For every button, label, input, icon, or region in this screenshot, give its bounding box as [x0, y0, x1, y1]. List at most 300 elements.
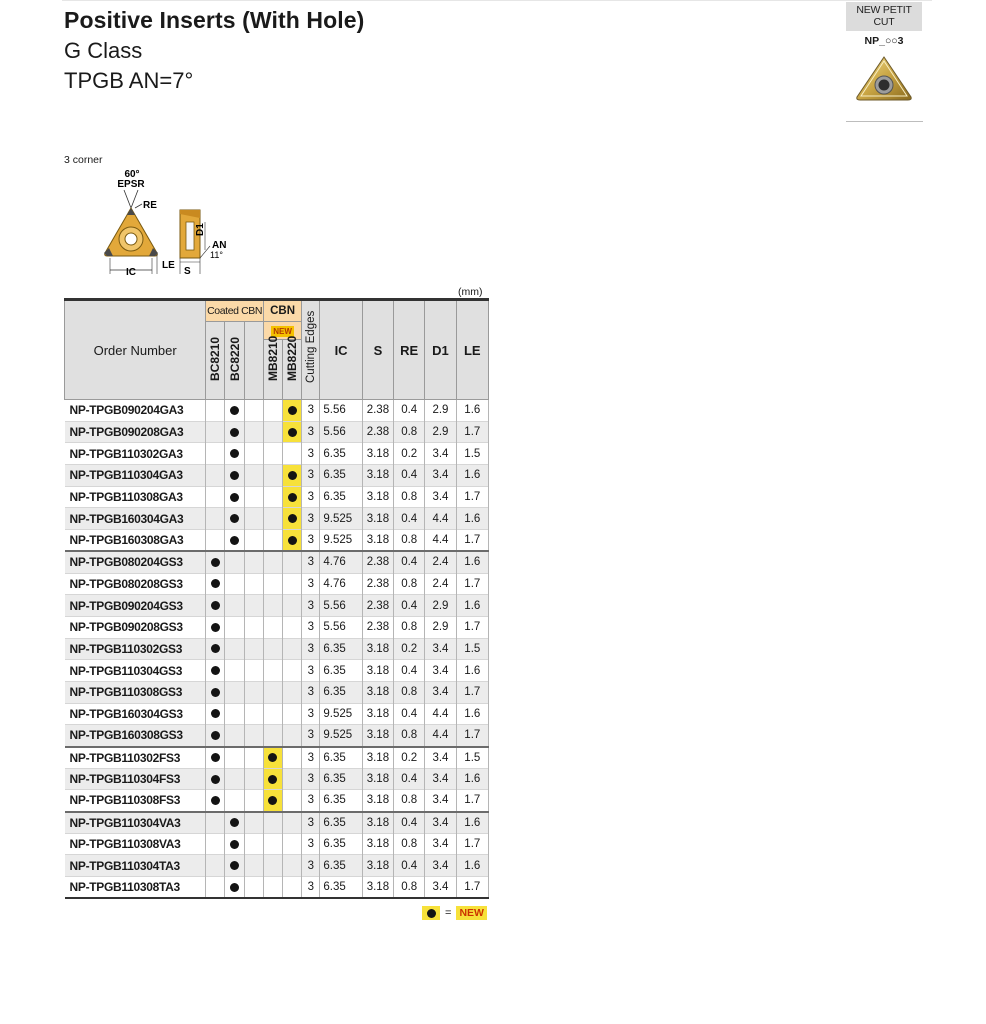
grade-mb8220-cell: [283, 725, 302, 747]
d1-cell: 2.9: [425, 400, 456, 422]
re-cell: 0.4: [394, 855, 425, 877]
page-subtitle-class: G Class: [64, 38, 143, 63]
s-cell: 3.18: [362, 443, 393, 465]
edges-cell: 3: [302, 768, 320, 790]
order-number-cell: NP-TPGB160308GS3: [65, 725, 206, 747]
ic-cell: 6.35: [320, 768, 362, 790]
grade-mb8220-cell: [283, 551, 302, 573]
re-cell: 0.4: [394, 768, 425, 790]
grade-bc8220-cell: [225, 573, 244, 595]
blank-grade-cell: [244, 595, 263, 617]
le-cell: 1.7: [456, 681, 488, 703]
ic-cell: 4.76: [320, 573, 362, 595]
grade-mb8220-header: MB8220: [283, 340, 302, 400]
table-row: [65, 551, 489, 573]
order-number-cell: NP-TPGB110308GA3: [65, 486, 206, 508]
le-cell: 1.6: [456, 812, 488, 834]
s-cell: 3.18: [362, 465, 393, 487]
availability-dot-icon: [211, 601, 220, 610]
edges-cell: 3: [302, 530, 320, 552]
availability-dot-icon: [230, 449, 239, 458]
grade-bc8220-header: BC8220: [225, 322, 244, 400]
availability-dot-icon: [230, 493, 239, 502]
order-number-cell: NP-TPGB160304GA3: [65, 508, 206, 530]
blank-grade-cell: [244, 725, 263, 747]
legend: [422, 906, 487, 920]
order-number-cell: NP-TPGB110304GS3: [65, 660, 206, 682]
grade-bc8210-cell: [206, 768, 225, 790]
blank-grade-cell: [244, 421, 263, 443]
grade-mb8210-header: MB8210: [263, 340, 282, 400]
s-label: S: [184, 266, 191, 277]
grade-bc8210-cell: [206, 595, 225, 617]
grade-bc8210-cell: [206, 855, 225, 877]
availability-dot-icon: [211, 775, 220, 784]
re-cell: 0.2: [394, 638, 425, 660]
availability-dot-icon: [230, 428, 239, 437]
order-number-cell: NP-TPGB090204GA3: [65, 400, 206, 422]
badge-label: NEW PETIT CUT: [846, 2, 922, 31]
grade-mb8220-cell: [283, 595, 302, 617]
s-cell: 2.38: [362, 573, 393, 595]
order-number-cell: NP-TPGB110308GS3: [65, 681, 206, 703]
s-header: S: [362, 300, 393, 400]
ic-cell: 6.35: [320, 790, 362, 812]
blank-grade-cell: [244, 443, 263, 465]
order-number-cell: NP-TPGB110308VA3: [65, 833, 206, 855]
table-row: [65, 747, 489, 769]
le-cell: 1.6: [456, 508, 488, 530]
grade-bc8210-cell: [206, 443, 225, 465]
availability-dot-icon: [230, 471, 239, 480]
edges-cell: 3: [302, 703, 320, 725]
ic-cell: 6.35: [320, 681, 362, 703]
insert-photo-icon: [854, 55, 914, 103]
cutting-edges-header: Cutting Edges: [302, 300, 320, 400]
availability-dot-icon: [211, 558, 220, 567]
grade-mb8210-cell: [263, 681, 282, 703]
ic-cell: 6.35: [320, 443, 362, 465]
blank-grade-cell: [244, 768, 263, 790]
ic-header: IC: [320, 300, 362, 400]
le-cell: 1.5: [456, 443, 488, 465]
an-label: AN: [212, 240, 227, 251]
edges-cell: 3: [302, 790, 320, 812]
d1-cell: 3.4: [425, 768, 456, 790]
availability-dot-icon: [230, 840, 239, 849]
d1-cell: 3.4: [425, 465, 456, 487]
edges-cell: 3: [302, 465, 320, 487]
le-cell: 1.7: [456, 790, 488, 812]
order-number-header: Order Number: [65, 300, 206, 400]
grade-bc8220-cell: [225, 855, 244, 877]
re-cell: 0.4: [394, 660, 425, 682]
table-row: [65, 616, 489, 638]
le-cell: 1.6: [456, 595, 488, 617]
blank-grade-cell: [244, 660, 263, 682]
grade-mb8210-cell: [263, 421, 282, 443]
le-cell: 1.7: [456, 833, 488, 855]
grade-bc8220-cell: [225, 616, 244, 638]
grade-bc8210-cell: [206, 465, 225, 487]
ic-cell: 6.35: [320, 660, 362, 682]
le-cell: 1.7: [456, 486, 488, 508]
grade-bc8210-cell: [206, 421, 225, 443]
grade-bc8220-cell: [225, 400, 244, 422]
availability-dot-icon: [230, 514, 239, 523]
s-cell: 3.18: [362, 812, 393, 834]
legend-marker: [422, 906, 440, 920]
order-number-cell: NP-TPGB080204GS3: [65, 551, 206, 573]
grade-bc8210-header: BC8210: [206, 322, 225, 400]
ic-cell: 9.525: [320, 508, 362, 530]
le-cell: 1.7: [456, 421, 488, 443]
table-row: [65, 595, 489, 617]
availability-dot-icon: [230, 883, 239, 892]
blank-grade-cell: [244, 465, 263, 487]
availability-dot-icon: [211, 666, 220, 675]
edges-cell: 3: [302, 573, 320, 595]
availability-dot-icon: [211, 731, 220, 740]
grade-mb8210-cell: [263, 530, 282, 552]
blank-grade-cell: [244, 747, 263, 769]
grade-mb8220-cell: [283, 877, 302, 899]
ic-cell: 9.525: [320, 530, 362, 552]
grade-bc8220-cell: [225, 833, 244, 855]
an-angle-label: 11°: [210, 250, 223, 260]
re-cell: 0.8: [394, 681, 425, 703]
grade-bc8220-cell: [225, 508, 244, 530]
blank-grade-cell: [244, 530, 263, 552]
grade-mb8210-cell: [263, 877, 282, 899]
le-cell: 1.5: [456, 638, 488, 660]
table-row: [65, 443, 489, 465]
blank-grade-header: [244, 322, 263, 400]
le-cell: 1.7: [456, 877, 488, 899]
re-cell: 0.8: [394, 530, 425, 552]
page-subtitle-type: TPGB AN=7°: [64, 68, 194, 93]
le-label: LE: [162, 260, 175, 271]
grade-mb8210-cell: [263, 660, 282, 682]
re-cell: 0.4: [394, 595, 425, 617]
grade-mb8210-cell: [263, 790, 282, 812]
le-cell: 1.6: [456, 703, 488, 725]
d1-cell: 2.9: [425, 421, 456, 443]
blank-grade-cell: [244, 681, 263, 703]
grade-mb8210-cell: [263, 768, 282, 790]
grade-bc8210-cell: [206, 616, 225, 638]
le-cell: 1.6: [456, 400, 488, 422]
availability-dot-icon: [230, 406, 239, 415]
availability-dot-icon: [288, 428, 297, 437]
blank-grade-cell: [244, 638, 263, 660]
grade-bc8220-cell: [225, 421, 244, 443]
availability-dot-icon: [288, 406, 297, 415]
order-number-cell: NP-TPGB090204GS3: [65, 595, 206, 617]
blank-grade-cell: [244, 790, 263, 812]
order-number-cell: NP-TPGB090208GA3: [65, 421, 206, 443]
re-cell: 0.8: [394, 833, 425, 855]
le-cell: 1.7: [456, 616, 488, 638]
le-cell: 1.7: [456, 530, 488, 552]
availability-dot-icon: [268, 796, 277, 805]
blank-grade-cell: [244, 573, 263, 595]
edges-cell: 3: [302, 508, 320, 530]
grade-bc8210-cell: [206, 812, 225, 834]
d1-cell: 3.4: [425, 812, 456, 834]
availability-dot-icon: [288, 493, 297, 502]
new-tag: NEW: [273, 326, 292, 336]
availability-dot-icon: [211, 579, 220, 588]
grade-mb8220-cell: [283, 443, 302, 465]
d1-cell: 3.4: [425, 790, 456, 812]
product-table-body: [65, 400, 489, 899]
s-cell: 3.18: [362, 486, 393, 508]
edges-cell: 3: [302, 486, 320, 508]
edges-cell: 3: [302, 421, 320, 443]
grade-mb8210-cell: [263, 638, 282, 660]
order-number-cell: NP-TPGB080208GS3: [65, 573, 206, 595]
grade-mb8210-cell: [263, 833, 282, 855]
insert-dimension-diagram: [96, 166, 246, 280]
ic-cell: 5.56: [320, 616, 362, 638]
re-header: RE: [394, 300, 425, 400]
edges-cell: 3: [302, 400, 320, 422]
le-cell: 1.6: [456, 465, 488, 487]
s-cell: 2.38: [362, 616, 393, 638]
s-cell: 3.18: [362, 768, 393, 790]
grade-bc8220-cell: [225, 747, 244, 769]
blank-grade-cell: [244, 508, 263, 530]
ic-cell: 5.56: [320, 421, 362, 443]
top-rule: [62, 0, 932, 1]
cbn-group-header: CBN: [263, 300, 301, 322]
grade-bc8220-cell: [225, 595, 244, 617]
order-number-cell: NP-TPGB110304TA3: [65, 855, 206, 877]
order-number-cell: NP-TPGB160308GA3: [65, 530, 206, 552]
s-cell: 2.38: [362, 551, 393, 573]
d1-cell: 4.4: [425, 508, 456, 530]
ic-cell: 5.56: [320, 400, 362, 422]
table-row: [65, 681, 489, 703]
edges-cell: 3: [302, 833, 320, 855]
edges-cell: 3: [302, 616, 320, 638]
edges-cell: 3: [302, 725, 320, 747]
d1-cell: 3.4: [425, 747, 456, 769]
grade-mb8220-cell: [283, 508, 302, 530]
order-number-cell: NP-TPGB110302GS3: [65, 638, 206, 660]
order-number-cell: NP-TPGB110304FS3: [65, 768, 206, 790]
order-number-cell: NP-TPGB110308TA3: [65, 877, 206, 899]
s-cell: 3.18: [362, 508, 393, 530]
grade-mb8210-cell: [263, 725, 282, 747]
d1-cell: 2.9: [425, 595, 456, 617]
availability-dot-icon: [230, 861, 239, 870]
ic-label: IC: [126, 267, 136, 278]
d1-cell: 3.4: [425, 443, 456, 465]
ic-cell: 6.35: [320, 747, 362, 769]
grade-bc8220-cell: [225, 877, 244, 899]
grade-mb8210-cell: [263, 465, 282, 487]
blank-grade-cell: [244, 812, 263, 834]
grade-bc8210-cell: [206, 638, 225, 660]
grade-mb8220-cell: [283, 703, 302, 725]
grade-mb8220-cell: [283, 638, 302, 660]
blank-grade-cell: [244, 616, 263, 638]
ic-cell: 6.35: [320, 877, 362, 899]
grade-bc8220-cell: [225, 486, 244, 508]
d1-label: D1: [195, 223, 206, 236]
d1-cell: 4.4: [425, 530, 456, 552]
grade-bc8210-cell: [206, 508, 225, 530]
availability-dot-icon: [230, 818, 239, 827]
grade-mb8220-cell: [283, 573, 302, 595]
page-title: Positive Inserts (With Hole): [64, 7, 365, 33]
edges-cell: 3: [302, 812, 320, 834]
edges-cell: 3: [302, 855, 320, 877]
availability-dot-icon: [268, 753, 277, 762]
grade-bc8210-cell: [206, 486, 225, 508]
epsr-label: EPSR: [117, 179, 145, 190]
re-cell: 0.4: [394, 551, 425, 573]
grade-bc8220-cell: [225, 703, 244, 725]
availability-dot-icon: [211, 623, 220, 632]
d1-cell: 3.4: [425, 638, 456, 660]
table-row: [65, 573, 489, 595]
grade-mb8220-cell: [283, 681, 302, 703]
edges-cell: 3: [302, 747, 320, 769]
ic-cell: 6.35: [320, 638, 362, 660]
re-cell: 0.8: [394, 877, 425, 899]
le-cell: 1.6: [456, 768, 488, 790]
order-number-cell: NP-TPGB110304VA3: [65, 812, 206, 834]
s-cell: 3.18: [362, 638, 393, 660]
grade-mb8220-cell: [283, 790, 302, 812]
table-row: [65, 768, 489, 790]
s-cell: 3.18: [362, 855, 393, 877]
le-cell: 1.7: [456, 725, 488, 747]
availability-dot-icon: [211, 688, 220, 697]
grade-bc8210-cell: [206, 660, 225, 682]
table-row: [65, 660, 489, 682]
d1-cell: 3.4: [425, 681, 456, 703]
ic-cell: 5.56: [320, 595, 362, 617]
availability-dot-icon: [268, 775, 277, 784]
le-cell: 1.6: [456, 855, 488, 877]
grade-bc8220-cell: [225, 681, 244, 703]
grade-bc8210-cell: [206, 681, 225, 703]
ic-cell: 6.35: [320, 812, 362, 834]
le-cell: 1.7: [456, 573, 488, 595]
le-cell: 1.6: [456, 660, 488, 682]
re-cell: 0.4: [394, 465, 425, 487]
table-row: [65, 421, 489, 443]
grade-bc8210-cell: [206, 530, 225, 552]
re-cell: 0.2: [394, 443, 425, 465]
table-row: [65, 703, 489, 725]
d1-cell: 2.4: [425, 573, 456, 595]
grade-mb8210-cell: [263, 747, 282, 769]
table-row: [65, 508, 489, 530]
grade-mb8220-cell: [283, 530, 302, 552]
s-cell: 3.18: [362, 747, 393, 769]
ic-cell: 6.35: [320, 855, 362, 877]
table-row: [65, 486, 489, 508]
epsr-angle-label: 60°: [124, 169, 140, 180]
re-cell: 0.4: [394, 400, 425, 422]
grade-bc8210-cell: [206, 725, 225, 747]
grade-mb8220-cell: [283, 833, 302, 855]
table-row: [65, 725, 489, 747]
grade-mb8220-cell: [283, 660, 302, 682]
order-number-cell: NP-TPGB090208GS3: [65, 616, 206, 638]
grade-mb8210-cell: [263, 595, 282, 617]
re-cell: 0.8: [394, 421, 425, 443]
grade-mb8210-cell: [263, 443, 282, 465]
d1-cell: 4.4: [425, 703, 456, 725]
table-row: [65, 638, 489, 660]
s-cell: 2.38: [362, 400, 393, 422]
s-cell: 3.18: [362, 703, 393, 725]
availability-dot-icon: [230, 536, 239, 545]
ic-cell: 6.35: [320, 465, 362, 487]
grade-bc8220-cell: [225, 638, 244, 660]
edges-cell: 3: [302, 660, 320, 682]
availability-dot-icon: [288, 471, 297, 480]
grade-bc8210-cell: [206, 400, 225, 422]
legend-dot-icon: [427, 909, 436, 918]
availability-dot-icon: [211, 644, 220, 653]
table-row: [65, 530, 489, 552]
d1-cell: 2.9: [425, 616, 456, 638]
order-number-cell: NP-TPGB110302GA3: [65, 443, 206, 465]
availability-dot-icon: [288, 536, 297, 545]
grade-bc8220-cell: [225, 551, 244, 573]
grade-bc8220-cell: [225, 790, 244, 812]
re-cell: 0.8: [394, 790, 425, 812]
order-number-cell: NP-TPGB110308FS3: [65, 790, 206, 812]
s-cell: 2.38: [362, 421, 393, 443]
legend-equals: =: [445, 907, 452, 919]
re-cell: 0.4: [394, 703, 425, 725]
table-row: [65, 465, 489, 487]
blank-grade-cell: [244, 400, 263, 422]
grade-mb8210-cell: [263, 573, 282, 595]
d1-cell: 3.4: [425, 877, 456, 899]
le-header: LE: [456, 300, 488, 400]
s-cell: 3.18: [362, 530, 393, 552]
d1-cell: 3.4: [425, 486, 456, 508]
grade-mb8220-cell: [283, 400, 302, 422]
ic-cell: 9.525: [320, 725, 362, 747]
table-row: [65, 833, 489, 855]
grade-mb8220-cell: [283, 812, 302, 834]
d1-cell: 3.4: [425, 855, 456, 877]
order-number-cell: NP-TPGB160304GS3: [65, 703, 206, 725]
grade-mb8210-cell: [263, 551, 282, 573]
grade-bc8220-cell: [225, 530, 244, 552]
availability-dot-icon: [211, 796, 220, 805]
re-cell: 0.8: [394, 616, 425, 638]
re-cell: 0.4: [394, 508, 425, 530]
grade-bc8210-cell: [206, 747, 225, 769]
grade-mb8220-cell: [283, 747, 302, 769]
grade-mb8210-cell: [263, 616, 282, 638]
s-cell: 3.18: [362, 790, 393, 812]
blank-grade-cell: [244, 833, 263, 855]
s-cell: 3.18: [362, 725, 393, 747]
edges-cell: 3: [302, 638, 320, 660]
